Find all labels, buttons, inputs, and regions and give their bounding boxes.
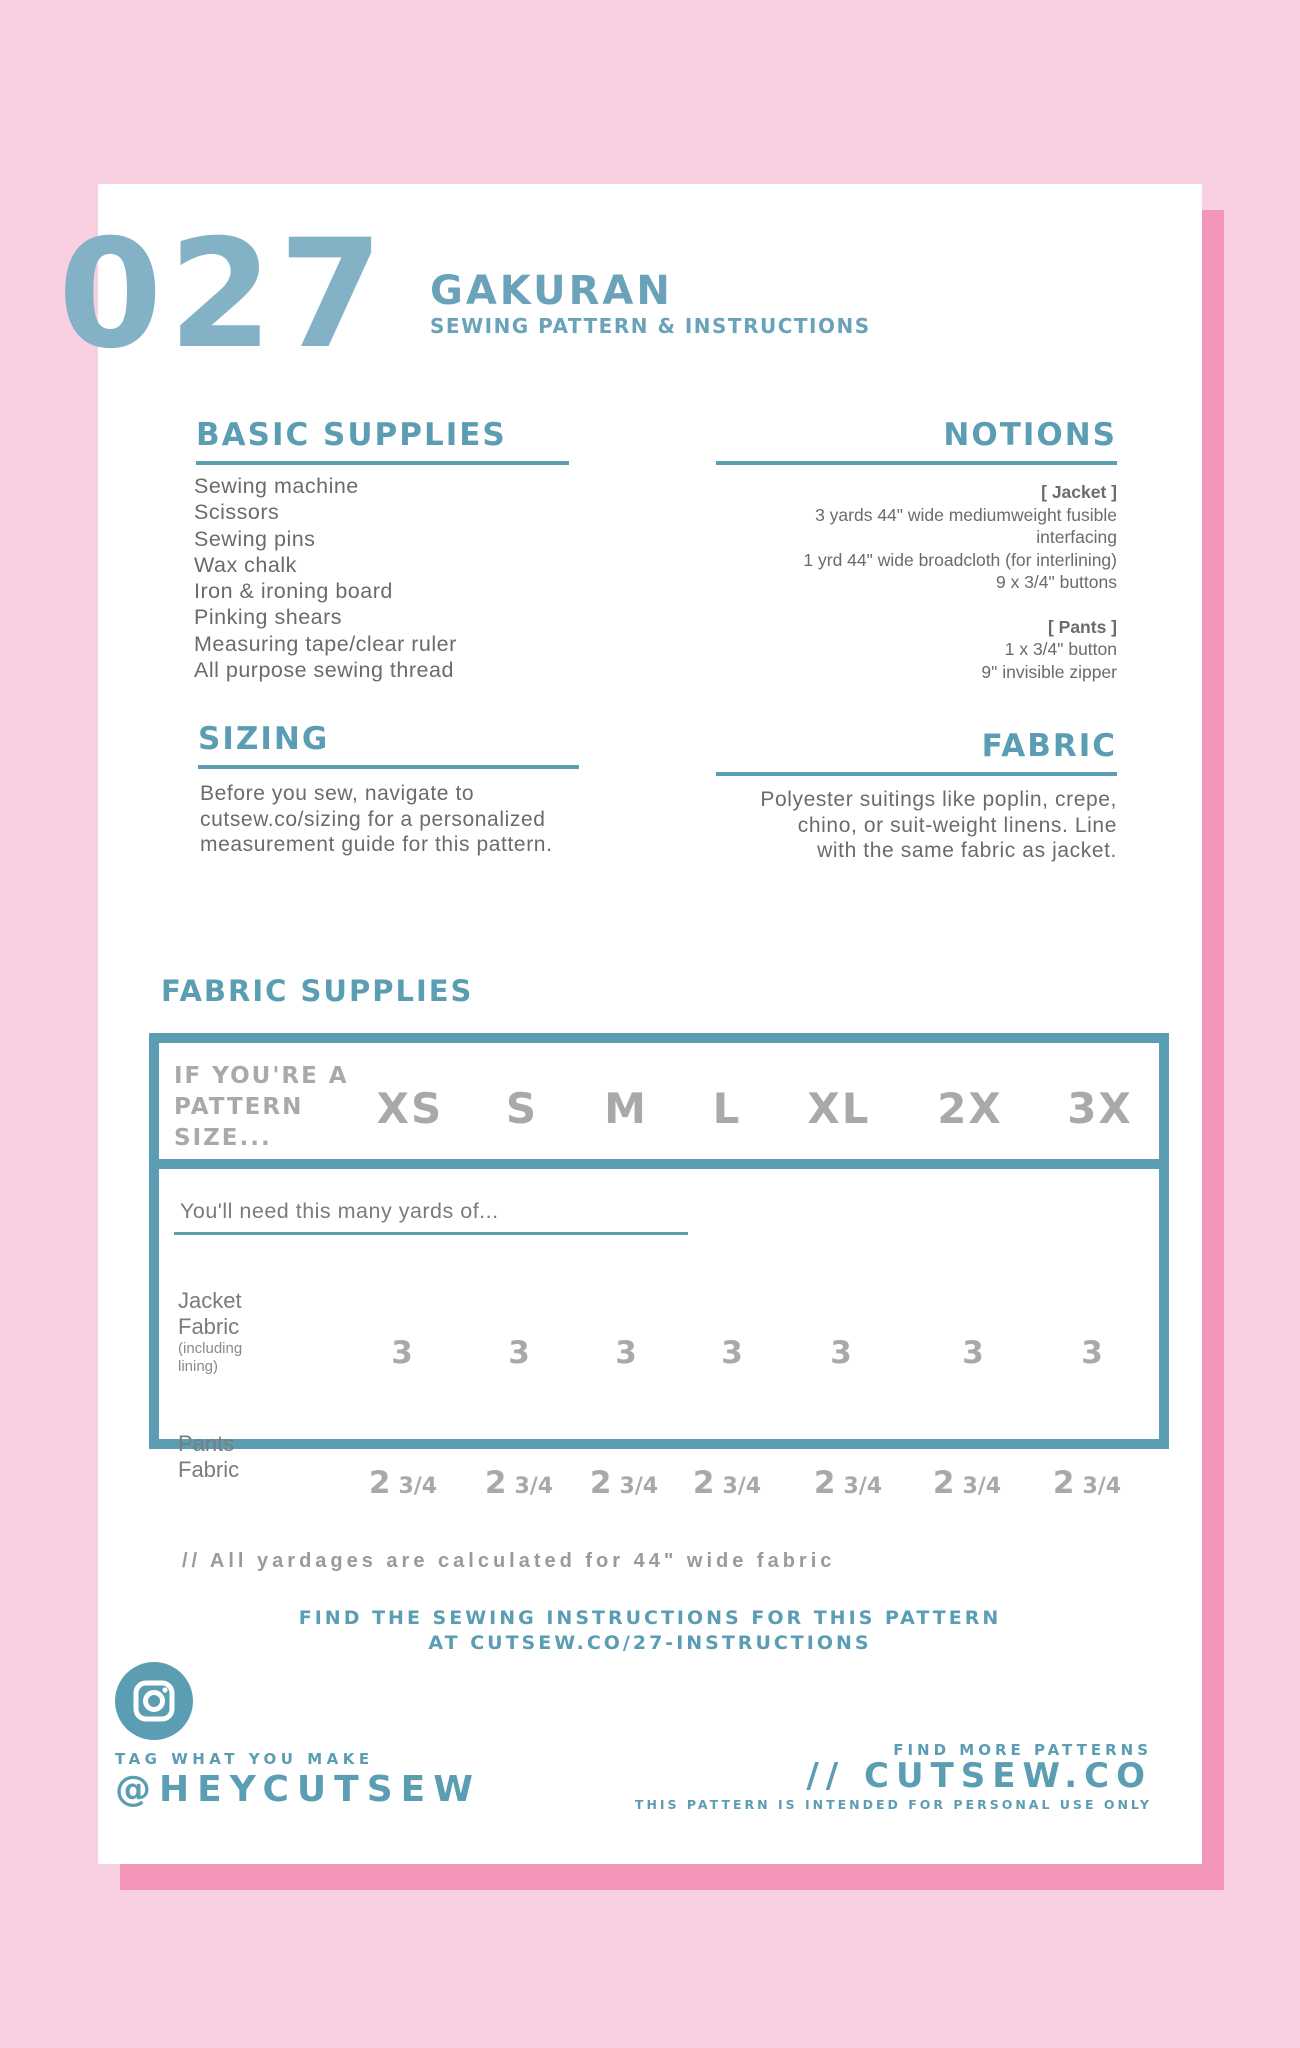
jacket-yardage-2x: 3 (962, 1335, 984, 1371)
pants-yardage-s: 2 3/4 (484, 1465, 554, 1501)
instructions-url[interactable]: AT CUTSEW.CO/27-INSTRUCTIONS (428, 1632, 872, 1654)
size-header: 2X (937, 1084, 1003, 1133)
yards-needed-rule (174, 1232, 688, 1235)
fabric-title: FABRIC (981, 728, 1117, 764)
pants-yardage-xs: 2 3/4 (368, 1465, 438, 1501)
basic-supplies-list (194, 473, 457, 683)
size-lead-line: SIZE... (174, 1125, 272, 1151)
notions-rule (716, 461, 1117, 465)
sizing-title: SIZING (198, 721, 330, 757)
row-label-line: Fabric (178, 1314, 240, 1339)
find-more-label: FIND MORE PATTERNS (893, 1741, 1152, 1759)
notions-title: NOTIONS (943, 417, 1117, 453)
yardage-table (149, 1033, 1169, 1572)
notions-jacket-label: [ Jacket ] (1041, 482, 1117, 502)
jacket-yardage-3x: 3 (1081, 1335, 1103, 1371)
sizing-line: measurement guide for this pattern. (200, 833, 553, 856)
pants-yardage-m: 2 3/4 (589, 1465, 659, 1501)
fabric-text (760, 787, 1117, 864)
list-item: 9" invisible zipper (981, 661, 1117, 682)
jacket-yardage-s: 3 (508, 1335, 530, 1371)
row-note-line: lining) (178, 1358, 219, 1375)
fabric-line: Polyester suitings like poplin, crepe, (760, 788, 1117, 811)
size-header: XS (376, 1084, 444, 1133)
size-header: S (505, 1084, 539, 1133)
instructions-line: FIND THE SEWING INSTRUCTIONS FOR THIS PATTERN (298, 1607, 1002, 1629)
list-item: 1 yrd 44" wide broadcloth (for interlining) (803, 549, 1117, 570)
tag-prompt: TAG WHAT YOU MAKE (115, 1750, 374, 1768)
jacket-yardage-m: 3 (615, 1335, 637, 1371)
list-item: Iron & ironing board (194, 579, 393, 604)
list-item: 1 x 3/4" button (1004, 639, 1117, 659)
pants-yardage-l: 2 3/4 (692, 1465, 762, 1501)
size-header: M (604, 1084, 648, 1133)
list-item: All purpose sewing thread (194, 658, 454, 683)
notions-pants-label: [ Pants ] (1047, 616, 1117, 637)
notions-list (597, 481, 1117, 683)
size-header: XL (807, 1084, 871, 1133)
size-header: L (712, 1084, 742, 1133)
list-item: Pinking shears (194, 605, 343, 630)
list-item: Sewing pins (194, 526, 316, 551)
size-header: 3X (1067, 1084, 1133, 1133)
list-item: Measuring tape/clear ruler (194, 631, 457, 656)
row-label-line: Fabric (178, 1457, 240, 1482)
pants-yardage-3x: 2 3/4 (1052, 1465, 1122, 1501)
yards-needed-label: You'll need this many yards of... (180, 1199, 499, 1223)
pattern-number: 027 (58, 208, 390, 382)
list-item: 9 x 3/4" buttons (995, 572, 1117, 592)
personal-use-disclaimer: THIS PATTERN IS INTENDED FOR PERSONAL USE ONLY (634, 1797, 1152, 1812)
fabric-line: with the same fabric as jacket. (817, 839, 1117, 862)
sizing-rule (198, 765, 579, 769)
pattern-subtitle: SEWING PATTERN & INSTRUCTIONS (430, 314, 871, 338)
size-lead-line: IF YOU'RE A (174, 1063, 349, 1089)
row-note-line: (including (178, 1340, 243, 1357)
yardage-footnote: // All yardages are calculated for 44" wide fabric (182, 1550, 836, 1572)
table-divider (159, 1159, 1159, 1169)
jacket-yardage-l: 3 (721, 1335, 743, 1371)
pants-yardage-2x: 2 3/4 (932, 1465, 1002, 1501)
list-item: Wax chalk (194, 552, 297, 577)
pants-fabric-label (178, 1431, 239, 1483)
sizing-line: Before you sew, navigate to (200, 782, 475, 805)
row-label-line: Pants (178, 1431, 235, 1456)
sizing-text (200, 781, 553, 858)
jacket-fabric-label (178, 1288, 242, 1376)
pattern-title: GAKURAN (430, 268, 673, 314)
size-lead-line: PATTERN (174, 1094, 304, 1120)
jacket-yardage-xs: 3 (391, 1335, 413, 1371)
instructions-link[interactable] (98, 1606, 1202, 1656)
jacket-yardage-xl: 3 (830, 1335, 852, 1371)
list-item: Scissors (194, 500, 280, 525)
list-item: 3 yards 44" wide mediumweight fusible (815, 504, 1117, 525)
size-lead-label (174, 1061, 349, 1154)
list-item: interfacing (1036, 527, 1117, 547)
site-link[interactable]: // CUTSEW.CO (806, 1756, 1152, 1796)
row-label-line: Jacket (178, 1288, 242, 1313)
fabric-supplies-title: FABRIC SUPPLIES (161, 974, 474, 1008)
fabric-rule (716, 772, 1117, 776)
basic-supplies-title: BASIC SUPPLIES (196, 417, 507, 453)
basic-supplies-rule (196, 461, 569, 465)
pattern-sheet (58, 184, 1202, 1864)
pants-yardage-xl: 2 3/4 (813, 1465, 883, 1501)
fabric-line: chino, or suit-weight linens. Line (797, 813, 1117, 837)
sizing-line: cutsew.co/sizing for a personalized (200, 807, 546, 831)
instagram-icon[interactable] (115, 1662, 193, 1740)
list-item: Sewing machine (194, 474, 359, 498)
social-handle[interactable]: @HEYCUTSEW (115, 1769, 481, 1810)
